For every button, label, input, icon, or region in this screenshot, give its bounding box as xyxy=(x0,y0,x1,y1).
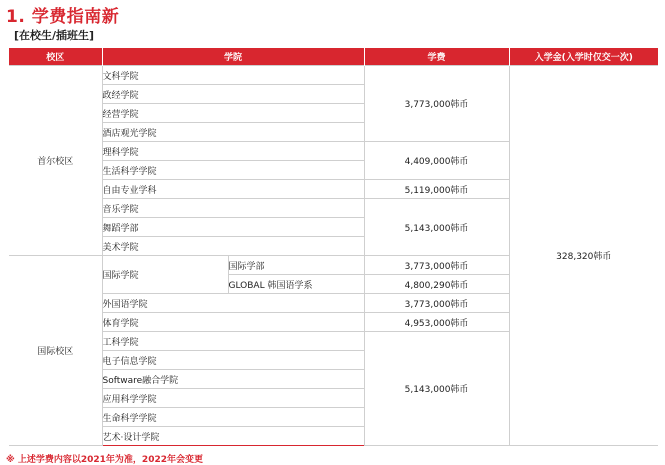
campus-seoul: 首尔校区 xyxy=(9,66,102,256)
header-campus: 校区 xyxy=(9,48,102,66)
footnote: ※ 上述学费内容以2021年为准，2022年会变更 xyxy=(6,455,203,465)
college-cell: 工科学院 xyxy=(102,332,364,351)
college-cell: 理科学院 xyxy=(102,142,364,161)
fee-cell: 3,773,000韩币 xyxy=(364,294,509,313)
college-cell: 经营学院 xyxy=(102,104,364,123)
page-title: 1. 学费指南新 xyxy=(6,7,120,27)
header-college: 学院 xyxy=(102,48,364,66)
sub-unit-cell: 国际学部 xyxy=(228,256,364,275)
header-entry-fee: 入学金(入学时仅交一次) xyxy=(509,48,658,66)
entry-fee-cell: 328,320韩币 xyxy=(509,66,658,446)
college-cell: 生命科学学院 xyxy=(102,408,364,427)
table-row xyxy=(9,66,658,85)
college-cell: Software融合学院 xyxy=(102,370,364,389)
fee-cell: 3,773,000韩币 xyxy=(364,66,509,142)
college-cell: 艺术·设计学院 xyxy=(102,427,364,446)
college-cell: 美术学院 xyxy=(102,237,364,256)
fee-cell: 4,953,000韩币 xyxy=(364,313,509,332)
fee-cell: 5,119,000韩币 xyxy=(364,180,509,199)
tuition-table xyxy=(9,48,658,446)
fee-cell: 5,143,000韩币 xyxy=(364,332,509,446)
table-header-row xyxy=(9,48,658,66)
college-cell: 自由专业学科 xyxy=(102,180,364,199)
college-cell: 舞蹈学部 xyxy=(102,218,364,237)
college-cell: 外国语学院 xyxy=(102,294,364,313)
sub-unit-cell: GLOBAL 韩国语学系 xyxy=(228,275,364,294)
fee-cell: 5,143,000韩币 xyxy=(364,199,509,256)
fee-cell: 4,409,000韩币 xyxy=(364,142,509,180)
college-cell: 电子信息学院 xyxy=(102,351,364,370)
college-cell: 体育学院 xyxy=(102,313,364,332)
college-cell: 国际学院 xyxy=(102,256,228,294)
college-cell: 酒店观光学院 xyxy=(102,123,364,142)
college-cell: 政经学院 xyxy=(102,85,364,104)
college-cell: 应用科学学院 xyxy=(102,389,364,408)
campus-global: 国际校区 xyxy=(9,256,102,446)
header-fee: 学费 xyxy=(364,48,509,66)
college-cell: 音乐学院 xyxy=(102,199,364,218)
college-cell: 生活科学学院 xyxy=(102,161,364,180)
college-cell: 文科学院 xyxy=(102,66,364,85)
fee-cell: 4,800,290韩币 xyxy=(364,275,509,294)
section-subtitle: [在校生/插班生] xyxy=(14,29,95,42)
fee-cell: 3,773,000韩币 xyxy=(364,256,509,275)
